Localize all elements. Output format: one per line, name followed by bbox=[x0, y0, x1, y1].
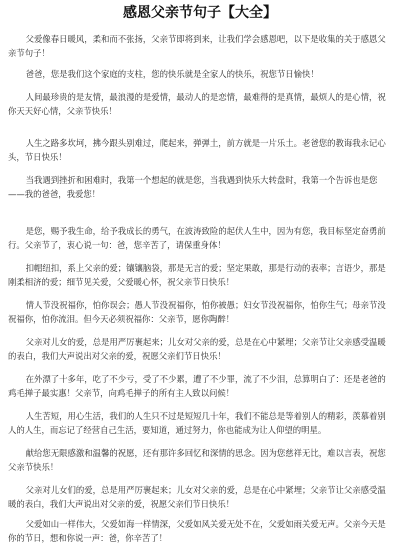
paragraph: 父亲对儿女的爱，总是用严厉裹起来；儿女对父亲的爱，总是在心中紧埋；父亲节让父亲感受温暖的表白，我们大声说出对父亲的爱，祝愿父亲们节日快乐！ bbox=[8, 337, 386, 361]
paragraph: 献给您无限感激和温馨的祝愿，还有那许多回忆和深情的思念。因为您慈祥无比，难以言表，祝您父亲节快乐！ bbox=[8, 448, 386, 472]
paragraph: 情人节没祝福你，怕你误会；愚人节没祝福你，怕你被愚；妇女节没祝福你，怕你生气；母亲节没祝福你，怕你流泪。但今天必须祝福你：父亲节，愿你陶醉！ bbox=[8, 300, 386, 324]
paragraph: 当我遇到挫折和困难时，我第一个想起的就是您，当我遇到快乐大转盘时，我第一个告诉也是您——我的爸爸，我爱您！ bbox=[8, 175, 378, 199]
paragraph: 是您，赐予我生命，给予我成长的勇气，在波涛致险的起伏人生中，因为有您，我目标坚定奋勇前行。父亲节了，衷心说一句：爸，您辛苦了，请保重身体！ bbox=[8, 226, 386, 250]
article-title: 感恩父亲节句子【大全】 bbox=[123, 5, 277, 21]
paragraph: 人生苦短，用心生活，我们的人生只不过是短短几十年，我们不能总是等着别人的精彩，羡慕着别人的人生，而忘记了经营自己生活，要知道，通过努力，你也能成为让人仰望的明星。 bbox=[8, 411, 386, 435]
paragraph: 人间最珍贵的是友情，最浪漫的是爱情，最动人的是恋情，最难得的是真情，最烦人的是心情，祝你天天好心情，父亲节快乐！ bbox=[8, 92, 386, 116]
paragraph: 父爱如山一样伟大，父爱如海一样情深，父爱如风关爱无处不在，父爱如雨关爱无声。父亲今天是你的节日，想和你说一声：爸，你辛苦了！ bbox=[8, 519, 386, 543]
paragraph: 父爱像春日暖风，柔和而不张扬，父亲节即将到来，让我们学会感恩吧，以下是收集的关于感恩父亲节句子！ bbox=[8, 34, 386, 58]
paragraph: 爸爸，您是我们这个家庭的支柱，您的快乐就是全家人的快乐，祝您节日愉快！ bbox=[25, 69, 319, 79]
paragraph: 扣帽纽扣，系上父亲的爱；镶镶脑袋，那是无言的爱；坚定果敢，那是行动的表率；言语少，那是刚柔相济的爱；细节见关爱，父爱暖心怀，祝父亲节日快乐！ bbox=[8, 263, 386, 287]
paragraph: 在外漂了十多年，吃了不少亏，受了不少累，遭了不少罪，流了不少泪，总算明白了：还是老爸的鸡毛掸子最实惠！父亲节，向鸡毛掸子的所有主人致以问候！ bbox=[8, 374, 386, 398]
paragraph: 父亲对儿女们的爱，总是用严厉裹起来；儿女对父亲的爱，总是在心中紧埋；父亲节让父亲感受温暖的表白，我们大声说出对父亲的爱，祝愿父亲们节日快乐！ bbox=[8, 485, 386, 509]
paragraph: 人生之路多坎坷，拂今跟头别难过，爬起来，弹弹土，前方就是一片乐土。老爸您的教诲我永记心头，节日快乐！ bbox=[8, 138, 386, 162]
